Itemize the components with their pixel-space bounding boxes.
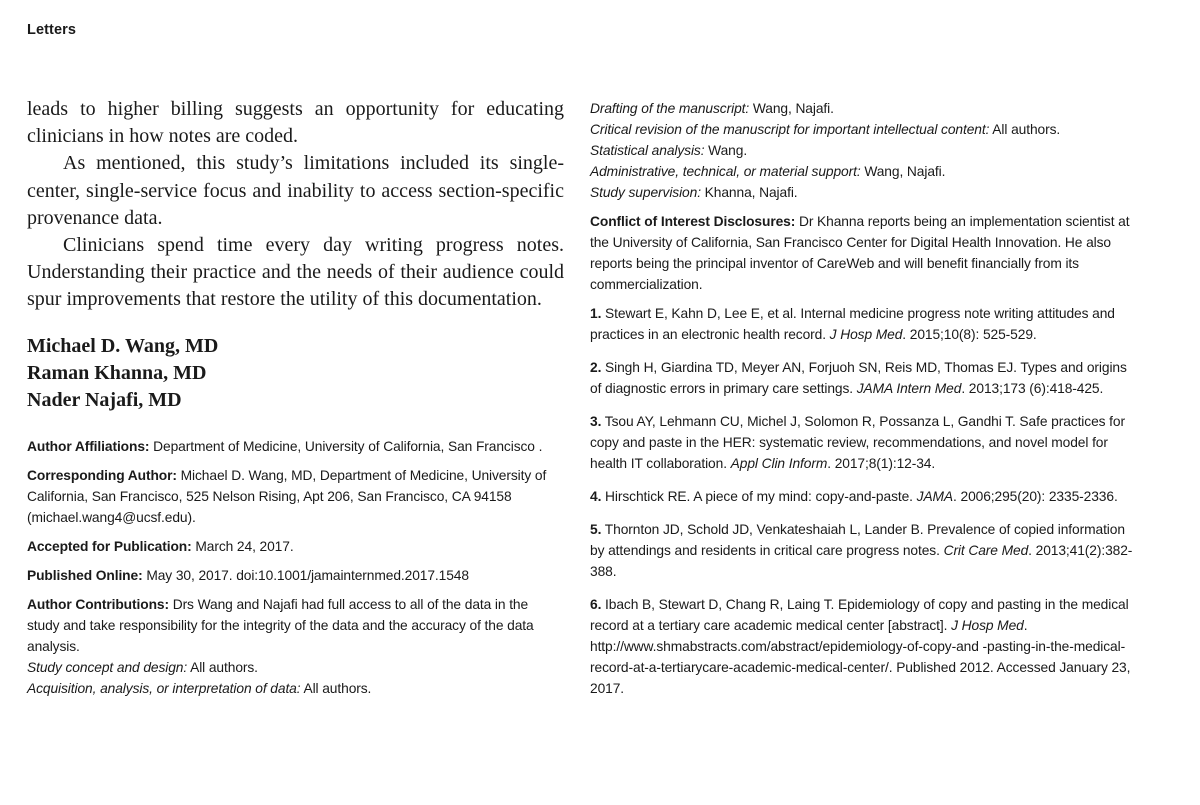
reference-text: Thornton JD, Schold JD, Venkateshaiah L, Lander B. Prevalence of copied information by attendings and residents in critical care progress notes.	[590, 522, 1125, 558]
reference-item	[590, 303, 1135, 345]
reference-details: . 2017;8(1):12-34.	[827, 456, 936, 471]
author-name: Raman Khanna, MD	[27, 361, 207, 384]
contribution-statistical	[590, 140, 1135, 161]
reference-number: 6.	[590, 597, 602, 612]
reference-text: Ibach B, Stewart D, Chang R, Laing T. Epidemiology of copy and pasting in the medical record at a tertiary care academic medical center [abstract].	[590, 597, 1129, 633]
contribution-study-concept	[27, 657, 564, 678]
reference-details: . http://www.shmabstracts.com/abstract/epidemiology-of-copy-and -pasting-in-the-medical-record-at-a-tertiarycare-academic-medical-center/. Published 2012. Accessed January 23, 2017.	[590, 618, 1131, 696]
reference-text: Singh H, Giardina TD, Meyer AN, Forjuoh SN, Reis MD, Thomas EJ. Types and origins of diagnostic errors in primary care settings.	[590, 360, 1127, 396]
contribution-admin	[590, 161, 1135, 182]
reference-journal: JAMA	[916, 489, 954, 504]
reference-details: . 2013;41(2):382-388.	[590, 543, 1133, 579]
left-column	[27, 96, 564, 699]
reference-item	[590, 357, 1135, 399]
study-concept-label: Study concept and design:	[27, 659, 188, 675]
reference-details: . 2015;10(8): 525-529.	[902, 327, 1037, 342]
drafting-text: Wang, Najafi.	[749, 101, 834, 116]
published-text: May 30, 2017. doi:10.1001/jamainternmed.2017.1548	[142, 567, 469, 583]
reference-item	[590, 486, 1135, 507]
published-label: Published Online:	[27, 567, 143, 583]
supervision-label: Study supervision:	[590, 185, 701, 200]
reference-details: . 2013;173 (6):418-425.	[961, 381, 1104, 396]
reference-journal: JAMA Intern Med	[856, 381, 962, 396]
author-contributions	[27, 594, 564, 657]
article-info	[27, 436, 564, 699]
corresponding-label: Corresponding Author:	[27, 467, 177, 483]
critical-label: Critical revision of the manuscript for important intellectual content:	[590, 122, 990, 137]
right-column	[590, 98, 1135, 711]
statistical-text: Wang.	[704, 143, 748, 158]
reference-journal: Appl Clin Inform	[730, 456, 828, 471]
conflict-text: Dr Khanna reports being an implementation scientist at the University of California, San Francisco Center for Digital Health Innovation. He also reports being the principal inventor of CareWeb and will benefit financially from its commercialization.	[590, 214, 1130, 292]
admin-text: Wang, Najafi.	[860, 164, 946, 179]
published-online	[27, 565, 564, 586]
corresponding-author	[27, 465, 564, 528]
body-paragraph-3: Clinicians spend time every day writing progress notes. Understanding their practice and the needs of their audience could spur improvements that restore the utility of this documentation.	[27, 234, 564, 311]
contributions-text: Drs Wang and Najafi had full access to all of the data in the study and take responsibility for the integrity of the data and the accuracy of the data analysis.	[27, 596, 534, 654]
author-affiliations	[27, 436, 564, 457]
contributions-label: Author Contributions:	[27, 596, 169, 612]
reference-item	[590, 519, 1135, 582]
section-header: Letters	[27, 22, 77, 38]
reference-number: 4.	[590, 489, 602, 504]
author-name: Michael D. Wang, MD	[27, 334, 219, 357]
reference-number: 1.	[590, 306, 602, 321]
conflict-of-interest	[590, 211, 1135, 295]
contribution-drafting	[590, 98, 1135, 119]
contribution-critical-revision	[590, 119, 1135, 140]
contribution-acquisition	[27, 678, 564, 699]
affiliations-label: Author Affiliations:	[27, 438, 150, 454]
body-paragraph-1: leads to higher billing suggests an opportunity for educating clinicians in how notes are coded.	[27, 98, 564, 148]
reference-number: 3.	[590, 414, 602, 429]
reference-text: Hirschtick RE. A piece of my mind: copy-and-paste.	[601, 489, 917, 504]
reference-journal: J Hosp Med	[829, 327, 903, 342]
reference-details: . 2006;295(20): 2335-2336.	[953, 489, 1118, 504]
reference-number: 2.	[590, 360, 602, 375]
body-paragraph-2: As mentioned, this study’s limitations included its single-center, single-service focus and inability to access section-specific provenance data.	[27, 152, 564, 229]
contribution-supervision	[590, 182, 1135, 203]
affiliations-text: Department of Medicine, University of California, San Francisco .	[149, 438, 543, 454]
acquisition-text: All authors.	[300, 680, 372, 696]
admin-label: Administrative, technical, or material support:	[590, 164, 861, 179]
reference-number: 5.	[590, 522, 602, 537]
statistical-label: Statistical analysis:	[590, 143, 705, 158]
accepted-date	[27, 536, 564, 557]
conflict-label: Conflict of Interest Disclosures:	[590, 214, 796, 229]
corresponding-text: Michael D. Wang, MD, Department of Medicine, University of California, San Francisco, 525 Nelson Rising, Apt 206, San Francisco, CA 94158 (michael.wang4@ucsf.edu).	[27, 467, 547, 525]
reference-journal: Crit Care Med	[943, 543, 1029, 558]
author-list	[27, 333, 564, 414]
reference-text: Stewart E, Kahn D, Lee E, et al. Internal medicine progress note writing attitudes and practices in an electronic health record.	[590, 306, 1115, 342]
critical-text: All authors.	[989, 122, 1061, 137]
reference-item	[590, 594, 1135, 699]
reference-list	[590, 303, 1135, 699]
acquisition-label: Acquisition, analysis, or interpretation of data:	[27, 680, 301, 696]
reference-item	[590, 411, 1135, 474]
author-name: Nader Najafi, MD	[27, 388, 182, 411]
supervision-text: Khanna, Najafi.	[700, 185, 798, 200]
drafting-label: Drafting of the manuscript:	[590, 101, 750, 116]
accepted-label: Accepted for Publication:	[27, 538, 192, 554]
reference-journal: J Hosp Med	[951, 618, 1024, 633]
accepted-text: March 24, 2017.	[191, 538, 294, 554]
reference-text: Tsou AY, Lehmann CU, Michel J, Solomon R, Possanza L, Gandhi T. Safe practices for copy and paste in the HER: systematic review, recommendations, and novel model for health IT collaboration.	[590, 414, 1125, 471]
study-concept-text: All authors.	[187, 659, 258, 675]
